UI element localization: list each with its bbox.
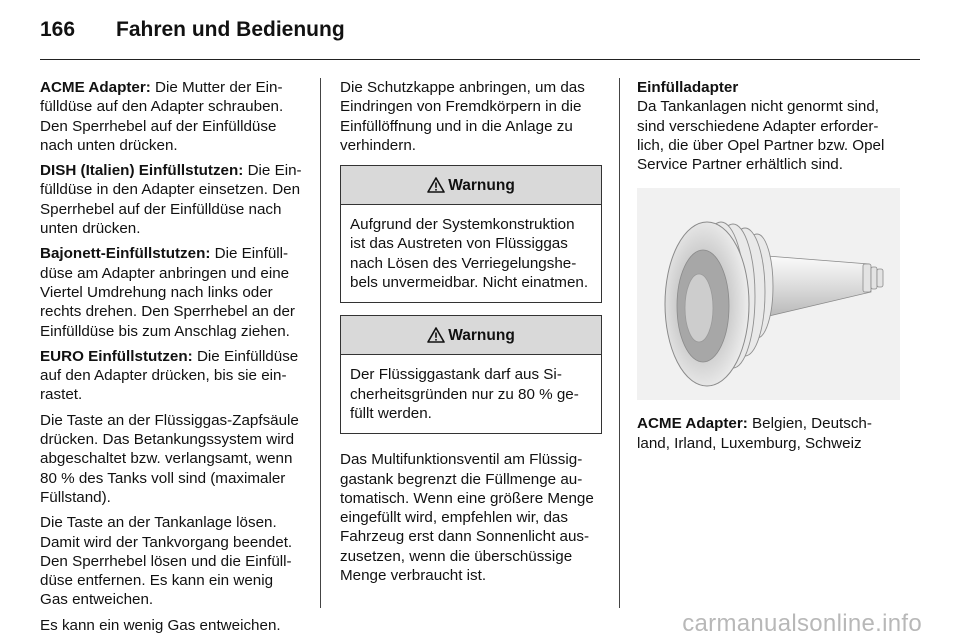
lead-dish: DISH (Italien) Einfüllstutzen: xyxy=(40,162,244,180)
column-divider-1 xyxy=(320,78,321,608)
column-divider-2 xyxy=(619,78,620,608)
warning-header-2 xyxy=(341,316,601,355)
paragraph-euro xyxy=(40,347,302,405)
paragraph-multifunktionsventil: Das Multifunktionsventil am Flüssiggastank begrenzt die Füllmenge automatisch. Wenn eine größere Menge eingefüllt wird, empfehlen wir, das Fahrzeug erst dann Sonnenlicht auszusetzen, wenn die überschüssige Menge verbraucht ist. xyxy=(340,451,594,585)
column-1 xyxy=(40,78,302,641)
paragraph-tankanlage: Die Taste an der Tankanlage lösen. Damit wird der Tankvorgang beendet. Den Sperrhebel lösen und die Einfülldüse entfernen. Es kann ein wenig Gas entweichen. xyxy=(40,514,293,609)
caption-text: Belgien, Deutschland, Irland, Luxemburg, Schweiz xyxy=(637,415,872,452)
paragraph-zapfsaeule: Die Taste an der Flüssiggas-Zapfsäule drücken. Das Betankungssystem wird abgeschaltet bzw. verlangsamt, wenn 80 % des Tanks voll sind (maximaler Füllstand). xyxy=(40,411,299,506)
section-heading: Einfülladapter xyxy=(637,79,739,96)
warning-text-1: Aufgrund der Systemkonstruktion ist das Austreten von Flüssiggas nach Lösen des Verriegelungshebels unvermeidbar. Nicht einatmen. xyxy=(350,216,589,292)
header-rule xyxy=(40,59,920,60)
warning-title-1: Warnung xyxy=(448,176,515,194)
caption-acme xyxy=(637,414,899,453)
warning-triangle-icon xyxy=(427,327,445,343)
paragraph-acme xyxy=(40,78,302,155)
warning-box-2 xyxy=(340,315,602,434)
paragraph-adapter-intro: Da Tankanlagen nicht genormt sind, sind verschiedene Adapter erforderlich, die über Opel Partner bzw. Opel Service Partner erhältlich sind. xyxy=(637,98,885,174)
page-number: 166 xyxy=(40,18,76,41)
paragraph-dish xyxy=(40,161,302,238)
warning-text-2: Der Flüssiggastank darf aus Sicherheitsgründen nur zu 80 % gefüllt werden. xyxy=(350,366,579,422)
adapter-figure xyxy=(637,188,900,400)
warning-triangle-icon xyxy=(427,177,445,193)
column-2 xyxy=(340,78,602,591)
warning-header-1 xyxy=(341,166,601,205)
acme-adapter-illustration xyxy=(637,188,900,400)
column-3 xyxy=(637,78,899,459)
text-euro: Die Einfülldüse auf den Adapter drücken, bis sie einrastet. xyxy=(40,347,299,404)
warning-box-1 xyxy=(340,165,602,303)
text-bajonett: Die Einfülldüse am Adapter anbringen und eine Viertel Umdrehung nach links oder rechts drehen. Den Sperrhebel an der Einfülldüse bis zum Anschlag ziehen. xyxy=(40,245,295,340)
text-acme: Die Mutter der Einfülldüse auf den Adapter schrauben. Den Sperrhebel auf der Einfülldüse nach unten drücken. xyxy=(40,79,284,154)
caption-lead: ACME Adapter: xyxy=(637,415,748,433)
text-dish: Die Einfülldüse in den Adapter einsetzen. Den Sperrhebel auf der Einfülldüse nach unten drücken. xyxy=(40,162,302,238)
page-title: Fahren und Bedienung xyxy=(116,18,345,41)
paragraph-schutzkappe: Die Schutzkappe anbringen, um das Eindringen von Fremdkörpern in die Einfüllöffnung und in die Anlage zu verhindern. xyxy=(340,79,585,154)
lead-euro: EURO Einfüllstutzen: xyxy=(40,347,193,365)
lead-acme: ACME Adapter: xyxy=(40,79,151,96)
page-header xyxy=(40,18,345,48)
lead-bajonett: Bajonett-Einfüllstutzen: xyxy=(40,245,211,263)
paragraph-gas: Es kann ein wenig Gas entweichen. xyxy=(40,616,281,634)
warning-title-2: Warnung xyxy=(448,326,515,344)
paragraph-bajonett xyxy=(40,244,302,340)
watermark: carmanualsonline.info xyxy=(682,610,922,637)
